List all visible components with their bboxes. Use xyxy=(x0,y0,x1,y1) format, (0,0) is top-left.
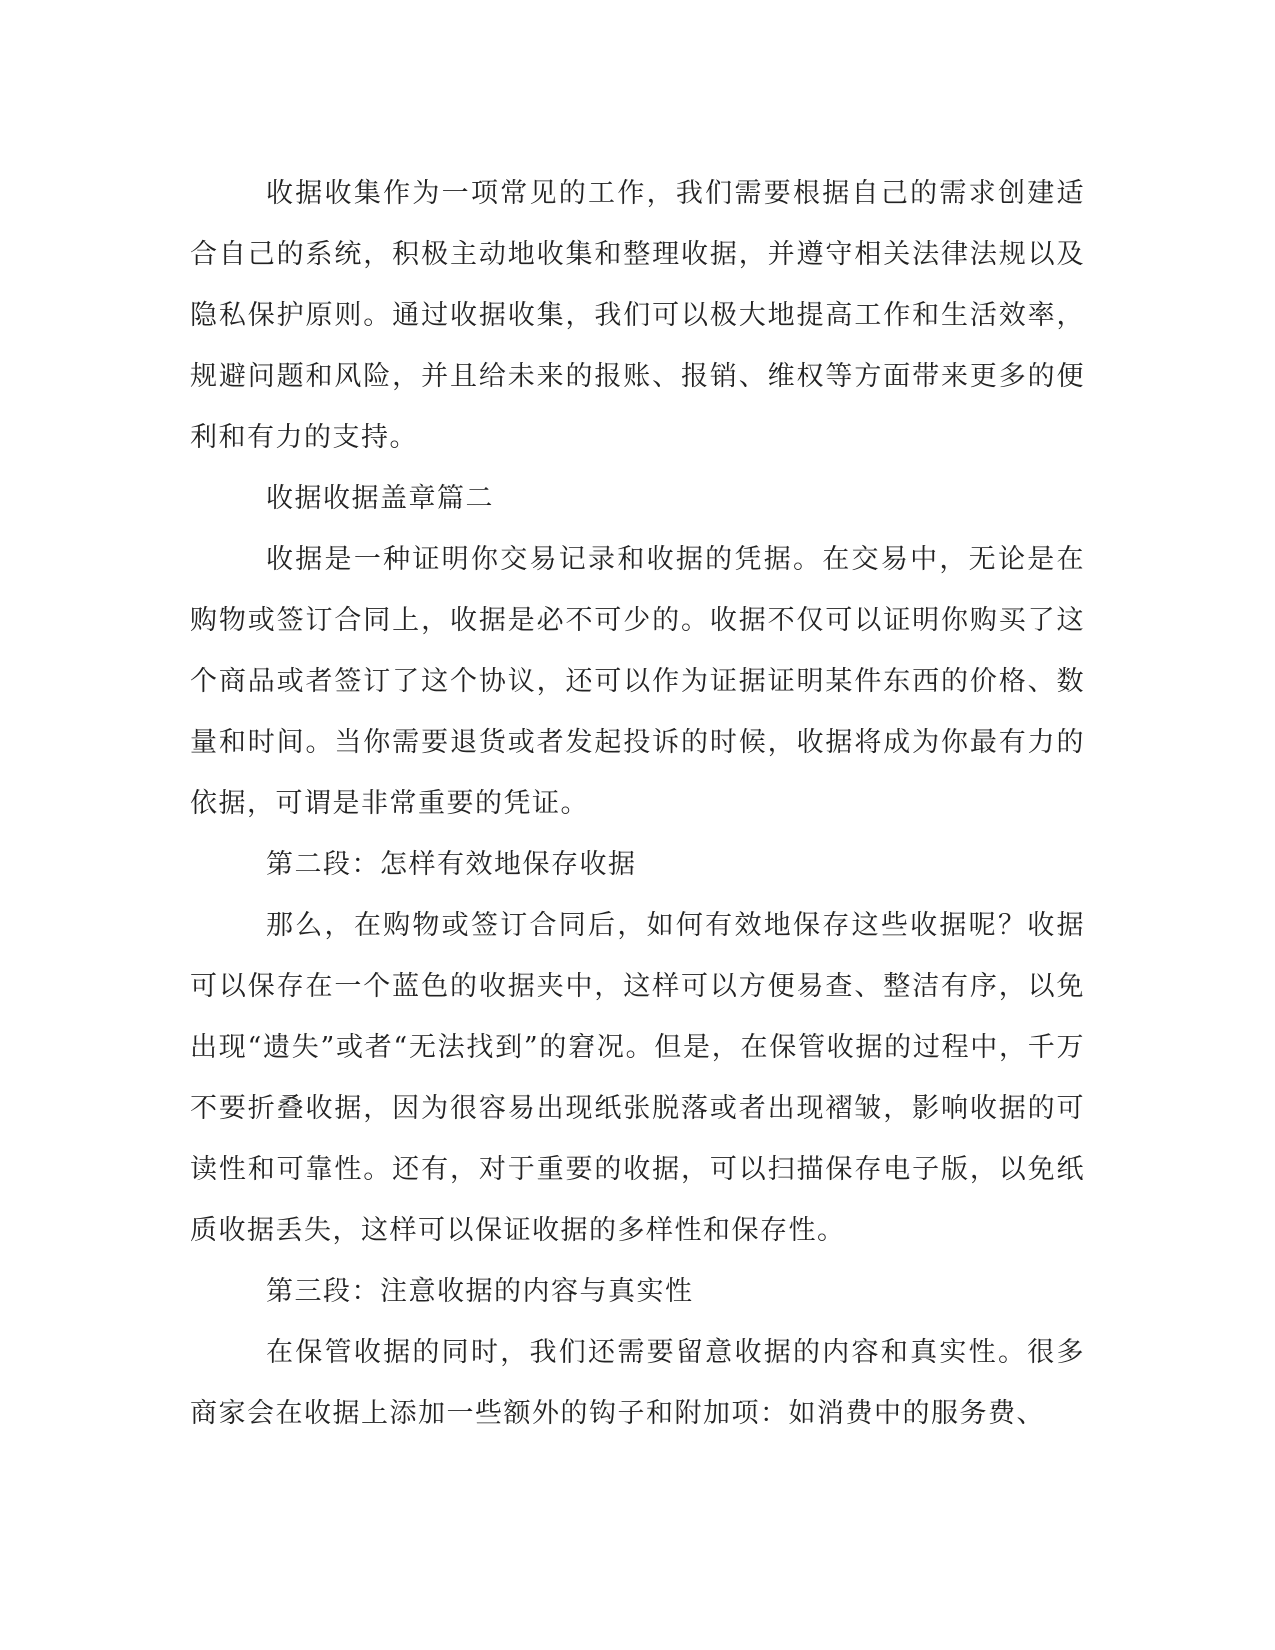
heading-article-two: 收据收据盖章篇二 xyxy=(266,483,494,514)
heading-section-two: 第二段：怎样有效地保存收据 xyxy=(266,849,637,880)
paragraph-receipt-collection-summary: 收据收集作为一项常见的工作，我们需要根据自己的需求创建适合自己的系统，积极主动地收集和整理收据，并遵守相关法律法规以及隐私保护原则。通过收据收集，我们可以极大地提高工作和生活效率，规避问题和风险，并且给未来的报账、报销、维权等方面带来更多的便利和有力的支持。 xyxy=(190,178,1085,453)
document-body xyxy=(190,163,1085,1444)
paragraph-receipt-authenticity: 在保管收据的同时，我们还需要留意收据的内容和真实性。很多商家会在收据上添加一些额外的钩子和附加项：如消费中的服务费、 xyxy=(190,1337,1085,1429)
paragraph-how-to-save-receipts: 那么，在购物或签订合同后，如何有效地保存这些收据呢？收据可以保存在一个蓝色的收据夹中，这样可以方便易查、整洁有序，以免出现“遗失”或者“无法找到”的窘况。但是，在保管收据的过程中，千万不要折叠收据，因为很容易出现纸张脱落或者出现褶皱，影响收据的可读性和可靠性。还有，对于重要的收据，可以扫描保存电子版，以免纸质收据丢失，这样可以保证收据的多样性和保存性。 xyxy=(190,910,1085,1246)
heading-section-three: 第三段：注意收据的内容与真实性 xyxy=(266,1276,694,1307)
paragraph-receipt-definition: 收据是一种证明你交易记录和收据的凭据。在交易中，无论是在购物或签订合同上，收据是必不可少的。收据不仅可以证明你购买了这个商品或者签订了这个协议，还可以作为证据证明某件东西的价格、数量和时间。当你需要退货或者发起投诉的时候，收据将成为你最有力的依据，可谓是非常重要的凭证。 xyxy=(190,544,1085,819)
